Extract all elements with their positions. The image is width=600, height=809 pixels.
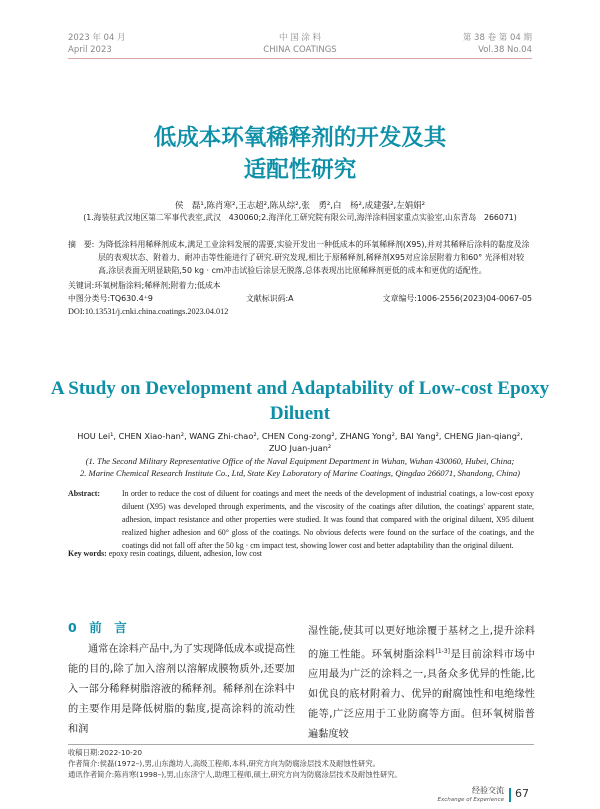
classification-number: 中图分类号:TQ630.4⁺9: [68, 294, 153, 303]
affiliation-cn: (1.海装驻武汉地区第二军事代表室,武汉 430060;2.海洋化工研究院有限公司,海洋涂料国家重点实验室,山东青岛 266071): [83, 213, 517, 222]
doi[interactable]: DOI:10.13531/j.cnki.china.coatings.2023.04.012: [68, 307, 229, 316]
header-date-cn: 2023 年 04 月: [68, 33, 126, 43]
article-number: 文章编号:1006-2556(2023)04-0067-05: [382, 294, 532, 303]
citation[interactable]: [1-3]: [435, 648, 450, 655]
affiliation-en-line2: 2. Marine Chemical Research Institute Co., Ltd, State Key Laboratory of Marine Coatings, Qingdao 266071, Shandong, China): [79, 468, 521, 478]
footnote-corresponding: 通讯作者简介:陈肖寒(1998–),男,山东济宁人,助理工程师,硕士,研究方向为防腐涂层技术及耐蚀性研究。: [68, 770, 402, 779]
authors-en-line1: HOU Lei¹, CHEN Xiao-han², WANG Zhi-chao², CHEN Cong-zong², ZHANG Yong², BAI Yang², CHENG Jian-qiang²,: [77, 431, 523, 441]
keywords-en-text: epoxy resin coatings, diluent, adhesion, low cost: [108, 549, 262, 558]
title-cn: [60, 122, 540, 186]
authors-en-line2: ZUO Juan-juan²: [268, 443, 332, 453]
page-number: 67: [515, 787, 529, 800]
header-journal-cn: 中 国 涂 料: [278, 33, 322, 43]
title-cn-line1: 低成本环氧稀释剂的开发及其: [153, 125, 447, 151]
title-en-line2: Diluent: [269, 403, 331, 424]
abstract-en-text: In order to reduce the cost of diluent for coatings and meet the needs of the development of industrial coatings, a low-cost epoxy diluent (X95) was developed through experiments, and the viscosity of the coatings after dilution, the coatings' apparent state, adhesion, impact resistance and other properties were studied. It was found that compared with the original diluent, X95 diluent realized higher adhesion and 60° gloss of the coatings. No obvious defects were found on the surface of the coatings, and the coatings did not fall off after the 50 kg · cm impact test, showing lower cost and better adaptability than the original diluent.: [122, 489, 534, 550]
keywords-en: [68, 547, 534, 560]
abstract-cn-label: 摘 要:: [68, 240, 95, 249]
footnote-received: 收稿日期:2022-10-20: [68, 748, 143, 757]
header-volume-cn: 第 38 卷 第 04 期: [462, 33, 532, 43]
body-text-post: 是目前涂料市场中应用最为广泛的涂料之一,具备众多优异的性能,比如优良的底材附着力、优异的耐腐蚀性和电绝缘性能等,广泛应用于工业防腐等方面。但环氧树脂普遍黏度较: [308, 649, 536, 741]
footer-column-en: Exchange of Experience: [437, 797, 504, 803]
header-volume: [463, 32, 532, 56]
header-divider: [68, 58, 532, 59]
body-text-pre: 湿性能,使其可以更好地涂覆于基材之上,提升涂料的施工性能。环氧树脂涂料: [308, 626, 535, 661]
keywords-cn: 关键词:环氧树脂涂料;稀释剂;附着力;低成本: [68, 281, 221, 290]
footnote-author: 作者简介:侯磊(1972–),男,山东潍坊人,高级工程师,本科,研究方向为防腐涂层技术及耐蚀性研究。: [68, 759, 380, 768]
body-column-left: [68, 640, 295, 740]
body-paragraph: 通常在涂料产品中,为了实现降低成本或提高性能的目的,除了加入溶剂以溶解成膜物质外,还要加入一部分稀释树脂溶液的稀释剂。稀释剂在涂料中的主要作用是降低树脂的黏度,提高涂料的流动性和润: [68, 644, 295, 735]
header-volume-en: Vol.38 No.04: [478, 45, 532, 55]
affiliation-en-line1: (1. The Second Military Representative Office of the Naval Equipment Department in Wuhan, Wuhan 430060, Hubei, China;: [85, 456, 515, 466]
title-cn-line2: 适配性研究: [243, 157, 357, 183]
abstract-en-label: Abstract:: [68, 489, 100, 498]
abstract-cn-text: 为降低涂料用稀释剂成本,满足工业涂料发展的需要,实验开发出一种低成本的环氧稀释剂(X95),并对其稀释后涂料的黏度及涂层的表观状态、附着力、耐冲击等性能进行了研究.研究发现,相比于原稀释剂,稀释剂X95对应涂层附着力和60° 光泽相对较高,涂层表面无明显缺陷,50 kg · cm冲击试验后涂层无脱落,总体表现出比原稀释剂更低的成本和更优的适配性。: [98, 240, 530, 275]
abstract-en: [68, 487, 534, 552]
section-heading-introduction: 0 前 言: [68, 620, 127, 635]
page-number-bar: [509, 788, 511, 802]
keywords-en-label: Key words:: [68, 549, 107, 558]
title-en: [50, 376, 550, 426]
footer-column-cn: 经验交流: [472, 786, 504, 795]
document-code: 文献标识码:A: [246, 294, 294, 303]
footnote-divider: [68, 744, 534, 745]
header-journal-en: CHINA COATINGS: [263, 45, 337, 55]
authors-cn: 侯 磊¹,陈肖寒²,王志超²,陈从综²,张 勇²,白 杨²,成建强²,左娟娟²: [174, 201, 426, 211]
authors-en: [60, 430, 540, 454]
abstract-cn: [68, 238, 534, 277]
body-column-right: [308, 622, 535, 745]
header-date-en: April 2023: [68, 45, 112, 55]
title-en-line1: A Study on Development and Adaptability of Low-cost Epoxy: [50, 378, 550, 399]
affiliation-en: [50, 455, 550, 479]
